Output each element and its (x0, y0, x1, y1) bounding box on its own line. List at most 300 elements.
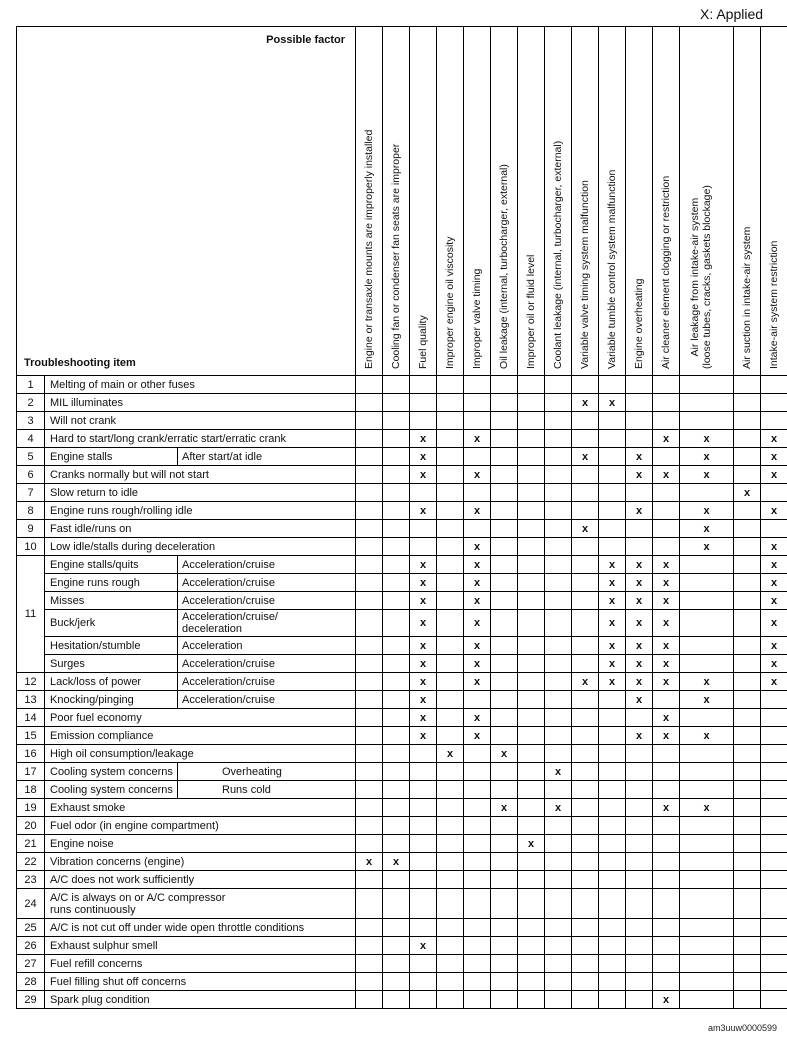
factor-mark: x (653, 556, 680, 574)
factor-mark (599, 799, 626, 817)
table-row (17, 574, 787, 592)
item-number: 16 (17, 745, 45, 763)
table-row (17, 376, 787, 394)
item-number: 7 (17, 484, 45, 502)
table-row (17, 637, 787, 655)
item-number: 20 (17, 817, 45, 835)
item-description: Low idle/stalls during deceleration (45, 538, 356, 556)
factor-mark (356, 745, 383, 763)
factor-mark (734, 955, 761, 973)
factor-mark (680, 412, 734, 430)
factor-mark (356, 538, 383, 556)
factor-mark: x (653, 466, 680, 484)
factor-mark (437, 502, 464, 520)
factor-mark (518, 691, 545, 709)
factor-mark (653, 937, 680, 955)
factor-mark (572, 610, 599, 637)
factor-mark: x (410, 502, 437, 520)
factor-mark (518, 484, 545, 502)
table-row (17, 556, 787, 574)
factor-mark (626, 394, 653, 412)
table-row (17, 835, 787, 853)
factor-mark (653, 781, 680, 799)
factor-mark (626, 835, 653, 853)
factor-mark (410, 853, 437, 871)
factor-mark (734, 727, 761, 745)
factor-mark (518, 502, 545, 520)
factor-mark (599, 502, 626, 520)
item-condition: Acceleration (178, 637, 356, 655)
factor-mark (437, 538, 464, 556)
factor-mark: x (680, 799, 734, 817)
factor-mark (761, 937, 787, 955)
factor-mark: x (464, 709, 491, 727)
factor-mark (464, 745, 491, 763)
factor-mark (383, 871, 410, 889)
factor-mark: x (572, 520, 599, 538)
factor-mark (356, 871, 383, 889)
factor-mark (653, 853, 680, 871)
factor-mark (383, 655, 410, 673)
factor-mark (572, 781, 599, 799)
factor-mark (518, 919, 545, 937)
factor-mark (464, 937, 491, 955)
factor-mark: x (626, 727, 653, 745)
factor-mark (410, 484, 437, 502)
factor-mark (464, 394, 491, 412)
factor-mark: x (761, 502, 787, 520)
table-row (17, 889, 787, 919)
factor-mark (437, 955, 464, 973)
factor-mark (518, 727, 545, 745)
factor-mark: x (761, 655, 787, 673)
factor-mark (599, 376, 626, 394)
item-condition: Acceleration/cruise (178, 655, 356, 673)
factor-mark (545, 448, 572, 466)
factor-mark: x (653, 709, 680, 727)
factor-mark: x (572, 394, 599, 412)
factor-mark (680, 484, 734, 502)
factor-mark: x (653, 655, 680, 673)
factor-mark (680, 709, 734, 727)
factor-mark (464, 691, 491, 709)
table-row (17, 538, 787, 556)
factor-mark: x (464, 430, 491, 448)
item-number: 25 (17, 919, 45, 937)
factor-mark (572, 502, 599, 520)
factor-mark (599, 763, 626, 781)
factor-mark (437, 448, 464, 466)
factor-header-12 (653, 27, 680, 376)
factor-mark: x (626, 637, 653, 655)
factor-mark (383, 484, 410, 502)
factor-mark (491, 448, 518, 466)
factor-mark (491, 484, 518, 502)
factor-mark: x (653, 673, 680, 691)
factor-header-2 (383, 27, 410, 376)
factor-mark (437, 799, 464, 817)
factor-mark: x (680, 430, 734, 448)
factor-label: Coolant leakage (internal, turbocharger, external) (552, 140, 565, 369)
factor-mark (761, 853, 787, 871)
factor-mark (356, 889, 383, 919)
factor-label: Fuel quality (417, 315, 430, 369)
factor-mark: x (572, 673, 599, 691)
factor-mark (761, 394, 787, 412)
factor-mark (383, 412, 410, 430)
item-number: 21 (17, 835, 45, 853)
factor-mark (383, 394, 410, 412)
factor-mark: x (626, 691, 653, 709)
factor-mark (572, 574, 599, 592)
factor-mark (356, 673, 383, 691)
item-number: 29 (17, 991, 45, 1009)
table-row (17, 430, 787, 448)
factor-mark (653, 817, 680, 835)
factor-mark (626, 781, 653, 799)
factor-mark (545, 835, 572, 853)
factor-mark (464, 973, 491, 991)
factor-mark (383, 889, 410, 919)
factor-mark: x (545, 763, 572, 781)
factor-mark: x (680, 727, 734, 745)
factor-mark: x (761, 466, 787, 484)
table-row (17, 871, 787, 889)
factor-mark (626, 817, 653, 835)
factor-mark (572, 430, 599, 448)
factor-mark (572, 538, 599, 556)
factor-mark: x (599, 592, 626, 610)
factor-mark (680, 376, 734, 394)
factor-mark (383, 709, 410, 727)
factor-header-1 (356, 27, 383, 376)
item-condition: After start/at idle (178, 448, 356, 466)
factor-mark: x (410, 574, 437, 592)
factor-mark (437, 889, 464, 919)
factor-mark (680, 637, 734, 655)
factor-mark: x (410, 727, 437, 745)
factor-mark (761, 520, 787, 538)
factor-mark (383, 556, 410, 574)
factor-mark (464, 991, 491, 1009)
factor-mark: x (464, 637, 491, 655)
factor-mark: x (626, 673, 653, 691)
factor-header-15 (761, 27, 787, 376)
factor-mark (383, 919, 410, 937)
factor-mark (545, 502, 572, 520)
item-number: 26 (17, 937, 45, 955)
factor-mark (680, 592, 734, 610)
item-description: Fuel filling shut off concerns (45, 973, 356, 991)
item-description: Hesitation/stumble (45, 637, 178, 655)
factor-mark (572, 871, 599, 889)
item-number: 28 (17, 973, 45, 991)
table-row (17, 727, 787, 745)
factor-mark (518, 973, 545, 991)
factor-mark: x (761, 673, 787, 691)
factor-mark (626, 520, 653, 538)
factor-mark (734, 376, 761, 394)
factor-mark (572, 835, 599, 853)
factor-mark (491, 592, 518, 610)
factor-mark (518, 538, 545, 556)
factor-mark (680, 889, 734, 919)
factor-mark (599, 727, 626, 745)
factor-mark: x (464, 673, 491, 691)
factor-mark (626, 955, 653, 973)
factor-mark (545, 556, 572, 574)
factor-mark (464, 484, 491, 502)
factor-mark (437, 376, 464, 394)
factor-mark (680, 781, 734, 799)
factor-mark: x (437, 745, 464, 763)
factor-mark (599, 955, 626, 973)
factor-mark (491, 937, 518, 955)
factor-mark (626, 799, 653, 817)
factor-mark (518, 799, 545, 817)
troubleshooting-item-label: Troubleshooting item (24, 357, 136, 369)
factor-mark (761, 709, 787, 727)
factor-mark (545, 937, 572, 955)
factor-mark: x (626, 574, 653, 592)
factor-mark (653, 484, 680, 502)
factor-mark: x (410, 709, 437, 727)
factor-mark (383, 610, 410, 637)
factor-mark (518, 430, 545, 448)
factor-mark (626, 763, 653, 781)
factor-mark (680, 973, 734, 991)
factor-mark (410, 376, 437, 394)
factor-mark (653, 871, 680, 889)
factor-mark: x (653, 637, 680, 655)
factor-mark (383, 592, 410, 610)
factor-mark (356, 655, 383, 673)
factor-mark (464, 871, 491, 889)
factor-mark (491, 853, 518, 871)
table-row (17, 955, 787, 973)
factor-mark (572, 655, 599, 673)
factor-mark (545, 691, 572, 709)
item-description: Engine runs rough (45, 574, 178, 592)
factor-header-4 (437, 27, 464, 376)
factor-mark (626, 871, 653, 889)
factor-mark (410, 538, 437, 556)
factor-mark (383, 520, 410, 538)
factor-mark (437, 592, 464, 610)
item-condition: Acceleration/cruise (178, 556, 356, 574)
factor-mark (518, 781, 545, 799)
factor-mark (383, 538, 410, 556)
item-description: Engine stalls (45, 448, 178, 466)
factor-mark (464, 520, 491, 538)
factor-mark (437, 919, 464, 937)
factor-mark (410, 835, 437, 853)
factor-mark (761, 745, 787, 763)
factor-mark (491, 955, 518, 973)
factor-mark (464, 799, 491, 817)
factor-mark (653, 955, 680, 973)
factor-mark (626, 889, 653, 919)
factor-mark (491, 394, 518, 412)
factor-mark (761, 889, 787, 919)
factor-mark (356, 727, 383, 745)
factor-label: Improper engine oil viscosity (444, 236, 457, 369)
factor-mark (680, 835, 734, 853)
factor-mark (734, 673, 761, 691)
item-condition: Acceleration/cruise (178, 574, 356, 592)
factor-mark (356, 430, 383, 448)
table-row (17, 592, 787, 610)
factor-mark (680, 745, 734, 763)
factor-mark (437, 853, 464, 871)
factor-mark (734, 466, 761, 484)
table-row (17, 466, 787, 484)
factor-mark (572, 412, 599, 430)
factor-mark (599, 709, 626, 727)
factor-mark: x (761, 610, 787, 637)
factor-header-8 (545, 27, 572, 376)
table-row (17, 973, 787, 991)
item-description: Fuel refill concerns (45, 955, 356, 973)
factor-mark (356, 799, 383, 817)
factor-mark (734, 637, 761, 655)
factor-mark (356, 574, 383, 592)
factor-mark (734, 709, 761, 727)
factor-mark (383, 835, 410, 853)
factor-mark (383, 973, 410, 991)
item-number: 24 (17, 889, 45, 919)
factor-mark (491, 574, 518, 592)
factor-mark (572, 973, 599, 991)
factor-mark: x (599, 610, 626, 637)
factor-mark (653, 538, 680, 556)
factor-mark (437, 637, 464, 655)
item-condition: Acceleration/cruise (178, 592, 356, 610)
factor-mark (518, 763, 545, 781)
factor-mark: x (626, 655, 653, 673)
factor-mark (410, 817, 437, 835)
item-condition: Runs cold (178, 781, 356, 799)
item-description: Melting of main or other fuses (45, 376, 356, 394)
item-number: 1 (17, 376, 45, 394)
item-description: Engine runs rough/rolling idle (45, 502, 356, 520)
factor-mark: x (653, 727, 680, 745)
factor-mark (491, 538, 518, 556)
table-row (17, 394, 787, 412)
factor-mark (545, 955, 572, 973)
factor-mark (518, 448, 545, 466)
factor-mark (653, 763, 680, 781)
factor-mark (734, 574, 761, 592)
factor-mark (572, 466, 599, 484)
factor-mark (572, 919, 599, 937)
table-row (17, 745, 787, 763)
item-description: Lack/loss of power (45, 673, 178, 691)
factor-mark (599, 520, 626, 538)
factor-mark (545, 919, 572, 937)
header-row (17, 27, 787, 376)
factor-mark (383, 991, 410, 1009)
factor-mark: x (410, 610, 437, 637)
item-description: A/C is not cut off under wide open throttle conditions (45, 919, 356, 937)
table-row (17, 799, 787, 817)
factor-mark (545, 973, 572, 991)
table-row (17, 484, 787, 502)
factor-mark (356, 448, 383, 466)
table-row (17, 691, 787, 709)
factor-mark (383, 430, 410, 448)
factor-mark (464, 448, 491, 466)
factor-mark (680, 817, 734, 835)
factor-mark (437, 574, 464, 592)
factor-label: Intake-air system restriction (768, 240, 781, 369)
factor-mark (761, 835, 787, 853)
table-row (17, 937, 787, 955)
item-description: Misses (45, 592, 178, 610)
factor-mark (437, 835, 464, 853)
factor-mark: x (410, 556, 437, 574)
troubleshooting-table (16, 26, 787, 1009)
factor-mark (491, 520, 518, 538)
item-description: Engine noise (45, 835, 356, 853)
factor-mark: x (599, 655, 626, 673)
table-row (17, 853, 787, 871)
factor-mark (410, 871, 437, 889)
factor-mark (761, 991, 787, 1009)
factor-mark (734, 889, 761, 919)
factor-mark (491, 871, 518, 889)
factor-mark (599, 817, 626, 835)
factor-label: Cooling fan or condenser fan seats are improper (390, 143, 403, 369)
factor-mark: x (626, 502, 653, 520)
factor-mark (410, 991, 437, 1009)
factor-mark (383, 937, 410, 955)
factor-mark (518, 955, 545, 973)
factor-label: Variable tumble control system malfunction (606, 169, 619, 369)
factor-mark (734, 691, 761, 709)
factor-mark (680, 655, 734, 673)
factor-mark (545, 538, 572, 556)
factor-mark (437, 655, 464, 673)
factor-mark (572, 727, 599, 745)
factor-mark: x (410, 592, 437, 610)
factor-mark: x (626, 466, 653, 484)
factor-mark (518, 991, 545, 1009)
factor-mark (545, 727, 572, 745)
item-number: 9 (17, 520, 45, 538)
factor-mark (518, 592, 545, 610)
possible-factor-label: Possible factor (266, 34, 346, 46)
item-description: Surges (45, 655, 178, 673)
factor-mark (356, 691, 383, 709)
factor-mark (545, 817, 572, 835)
factor-mark (734, 655, 761, 673)
item-description: Poor fuel economy (45, 709, 356, 727)
factor-mark: x (491, 745, 518, 763)
factor-mark (545, 466, 572, 484)
table-row (17, 448, 787, 466)
factor-mark (437, 412, 464, 430)
item-description: Vibration concerns (engine) (45, 853, 356, 871)
factor-mark (545, 376, 572, 394)
factor-mark (383, 745, 410, 763)
factor-mark (572, 484, 599, 502)
factor-mark (518, 466, 545, 484)
factor-mark (518, 610, 545, 637)
factor-mark (491, 817, 518, 835)
factor-header-11 (626, 27, 653, 376)
factor-mark: x (626, 556, 653, 574)
